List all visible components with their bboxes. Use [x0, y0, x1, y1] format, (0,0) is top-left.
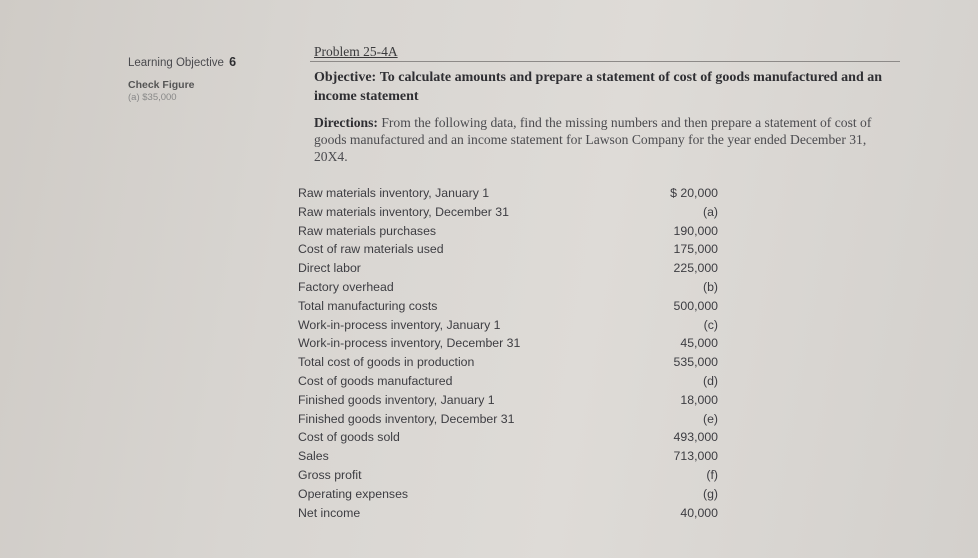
table-row — [298, 412, 728, 431]
row-value: 45,000 — [680, 336, 718, 351]
row-value: 190,000 — [673, 223, 718, 238]
row-value: (e) — [702, 411, 718, 426]
row-label: Work-in-process inventory, December 31 — [298, 336, 521, 351]
row-value: 535,000 — [673, 355, 718, 370]
row-value: (g) — [702, 486, 718, 501]
row-value: (d) — [702, 373, 718, 388]
row-label: Total manufacturing costs — [298, 298, 438, 313]
problem-section — [310, 44, 900, 165]
row-label: Cost of goods sold — [298, 430, 400, 445]
directions — [310, 114, 874, 165]
objective-label: Objective: — [314, 70, 377, 85]
row-label: Work-in-process inventory, January 1 — [298, 317, 501, 332]
row-label: Finished goods inventory, December 31 — [298, 411, 515, 426]
row-label: Gross profit — [298, 467, 362, 482]
row-label: Net income — [298, 505, 361, 520]
row-label: Factory overhead — [298, 279, 394, 294]
check-figure-label: Check Figure — [128, 79, 195, 91]
row-label: Cost of goods manufactured — [298, 373, 453, 388]
row-label: Operating expenses — [298, 486, 409, 501]
row-value: (f) — [706, 467, 718, 482]
table-row — [298, 487, 728, 506]
objective-text: To calculate amounts and prepare a statement of cost of goods manufactured and an income statement — [314, 70, 883, 104]
row-value: (b) — [702, 279, 718, 294]
table-row — [298, 430, 728, 449]
row-value: (c) — [703, 317, 718, 332]
row-value: 500,000 — [673, 298, 718, 313]
row-value: 225,000 — [673, 261, 718, 276]
check-figure-value: (a) $35,000 — [128, 92, 177, 103]
row-label: Direct labor — [298, 261, 361, 276]
table-row — [298, 318, 728, 337]
row-label: Finished goods inventory, January 1 — [298, 392, 495, 407]
learning-objective-number: 6 — [229, 55, 237, 69]
table-row — [298, 468, 728, 487]
table-row — [298, 336, 728, 355]
row-label: Raw materials inventory, December 31 — [298, 204, 509, 219]
table-row — [298, 280, 728, 299]
row-value: $ 20,000 — [670, 186, 718, 200]
row-label: Sales — [298, 449, 329, 464]
row-value: 18,000 — [680, 392, 718, 407]
table-row — [298, 224, 728, 243]
row-label: Cost of raw materials used — [298, 242, 444, 257]
row-value: 175,000 — [673, 242, 718, 257]
directions-text: From the following data, find the missing numbers and then prepare a statement of cost of goods manufactured and an income statement for Lawson Company for the year ended December 31, 20X4. — [314, 115, 872, 164]
table-row — [298, 242, 728, 261]
row-label: Total cost of goods in production — [298, 355, 475, 370]
table-row — [298, 393, 728, 412]
table-row — [298, 506, 728, 525]
data-table — [298, 186, 728, 524]
table-row — [298, 261, 728, 280]
objective — [310, 68, 900, 106]
learning-objective — [128, 55, 288, 69]
row-label: Raw materials inventory, January 1 — [298, 186, 490, 200]
row-label: Raw materials purchases — [298, 223, 437, 238]
row-value: 493,000 — [673, 430, 718, 445]
row-value: 40,000 — [680, 505, 718, 520]
table-row — [298, 205, 728, 224]
table-row — [298, 299, 728, 318]
directions-label: Directions: — [314, 115, 378, 130]
row-value: 713,000 — [673, 449, 718, 464]
table-row — [298, 449, 728, 468]
table-row — [298, 186, 728, 205]
sidebar — [128, 55, 288, 103]
row-value: (a) — [702, 204, 718, 219]
table-row — [298, 355, 728, 374]
table-row — [298, 374, 728, 393]
problem-title: Problem 25-4A — [314, 44, 398, 59]
learning-objective-label: Learning Objective — [128, 57, 224, 69]
